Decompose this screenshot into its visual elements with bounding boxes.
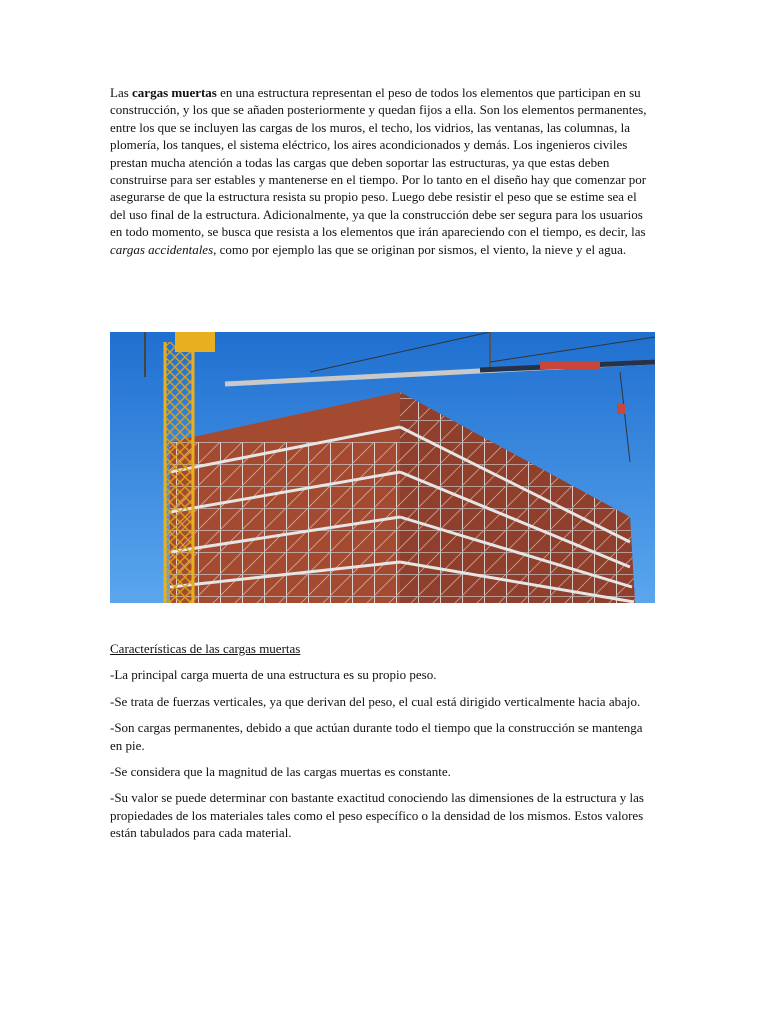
intro-paragraph: [110, 84, 655, 258]
list-item: -Su valor se puede determinar con bastante exactitud conociendo las dimensiones de la estructura y las propiedades de los materiales tales como el peso específico o la densidad de los mismos. Estos valores están tabulados para cada material.: [110, 790, 644, 841]
intro-text-end: , como por ejemplo las que se originan por sismos, el viento, la nieve y el agua.: [213, 241, 627, 257]
list-item: -Son cargas permanentes, debido a que actúan durante todo el tiempo que la construcción se mantenga en pie.: [110, 720, 643, 753]
characteristics-section: [110, 640, 655, 851]
list-item: -Se considera que la magnitud de las cargas muertas es constante.: [110, 764, 451, 780]
construction-photo: [110, 332, 655, 603]
intro-text-start: Las: [110, 85, 133, 100]
construction-illustration: [110, 332, 655, 603]
intro-bold-term: cargas muertas: [132, 85, 217, 100]
intro-italic-term: cargas accidentales: [110, 241, 214, 257]
section-heading: Características de las cargas muertas: [110, 641, 301, 656]
intro-text-middle: en una estructura representan el peso de todos los elementos que participan en su construcción, y los que se añaden posteriormente y quedan fijos a ella. Son los elementos permanentes, entre los que se incluyen las cargas de los muros, el techo, los vidrios, las ventanas, las columnas, la plomería, los tanques, el sistema eléctrico, los aires acondicionados y demás. Los ingenieros civiles prestan mucha atención a todas las cargas que deben soportar las estructuras, ya que estas deben construirse para ser estables y mantenerse en el tiempo. Por lo tanto en el diseño hay que comenzar por asegurarse de que la estructura resista su propio peso. Luego debe resistir el peso que se estime sea el del uso final de la estructura. Adicionalmente, ya que la construcción debe ser segura para los usuarios en todo momento, se busca que resista a los elementos que irán apareciendo con el tiempo, es decir, las: [110, 85, 647, 240]
list-item: -Se trata de fuerzas verticales, ya que derivan del peso, el cual está dirigido verticalmente hacia abajo.: [110, 693, 641, 709]
list-item: -La principal carga muerta de una estructura es su propio peso.: [110, 667, 437, 683]
